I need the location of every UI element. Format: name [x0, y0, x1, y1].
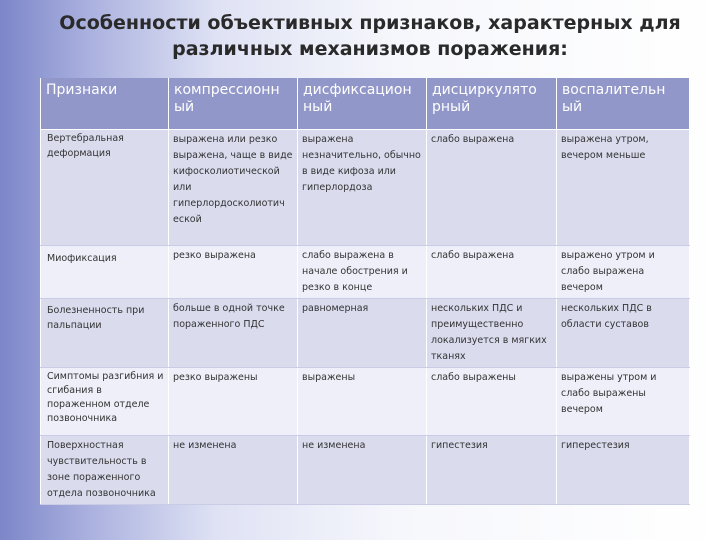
table-cell: выражены утром и слабо выражены вечером	[557, 368, 690, 436]
row-label: Миофиксация	[41, 246, 169, 299]
table-cell: слабо выражены	[427, 368, 557, 436]
features-table	[40, 78, 690, 505]
table-cell: гиперестезия	[557, 436, 690, 505]
header-cell-discirculatory: дисциркулято рный	[427, 78, 557, 130]
header-cell-features: Признаки	[41, 78, 169, 130]
table-cell: выражена незначительно, обычно в виде кифоза или гиперлордоза	[298, 130, 427, 246]
table-cell: больше в одной точке пораженного ПДС	[169, 299, 298, 368]
row-label: Симптомы разгибния и сгибания в пораженном отделе позвоночника	[41, 368, 169, 436]
slide-title	[40, 10, 700, 62]
header-cell-inflammatory: воспалительн ый	[557, 78, 690, 130]
table-cell: выражена или резко выражена, чаще в виде кифосколиотической или гиперлордосколиотич еской	[169, 130, 298, 246]
table-cell: слабо выражена	[427, 246, 557, 299]
table-body	[41, 130, 690, 505]
slide-title-line-1: Особенности объективных признаков, характерных для	[59, 12, 681, 34]
table-cell: не изменена	[298, 436, 427, 505]
table-cell: не изменена	[169, 436, 298, 505]
table-row	[41, 299, 690, 368]
table-row	[41, 436, 690, 505]
table-row	[41, 246, 690, 299]
table-cell: слабо выражена в начале обострения и резко в конце	[298, 246, 427, 299]
table-cell: резко выражены	[169, 368, 298, 436]
table-cell: слабо выражена	[427, 130, 557, 246]
table-cell: выражено утром и слабо выражена вечером	[557, 246, 690, 299]
table-header	[41, 78, 690, 130]
table-cell: выражена утром, вечером меньше	[557, 130, 690, 246]
table-cell: гипестезия	[427, 436, 557, 505]
row-label: Болезненность при пальпации	[41, 299, 169, 368]
slide-title-line-2: различных механизмов поражения:	[172, 38, 568, 60]
table-cell: резко выражена	[169, 246, 298, 299]
header-cell-disfixation: дисфиксацион ный	[298, 78, 427, 130]
row-label: Вертебральная деформация	[41, 130, 169, 246]
header-cell-compression: компрессионн ый	[169, 78, 298, 130]
row-label: Поверхностная чувствительность в зоне пораженного отдела позвоночника	[41, 436, 169, 505]
table-row	[41, 368, 690, 436]
table-cell: равномерная	[298, 299, 427, 368]
header-row	[41, 78, 690, 130]
table-cell: нескольких ПДС в области суставов	[557, 299, 690, 368]
table-cell: нескольких ПДС и преимущественно локализуется в мягких тканях	[427, 299, 557, 368]
table-row	[41, 130, 690, 246]
table-cell: выражены	[298, 368, 427, 436]
